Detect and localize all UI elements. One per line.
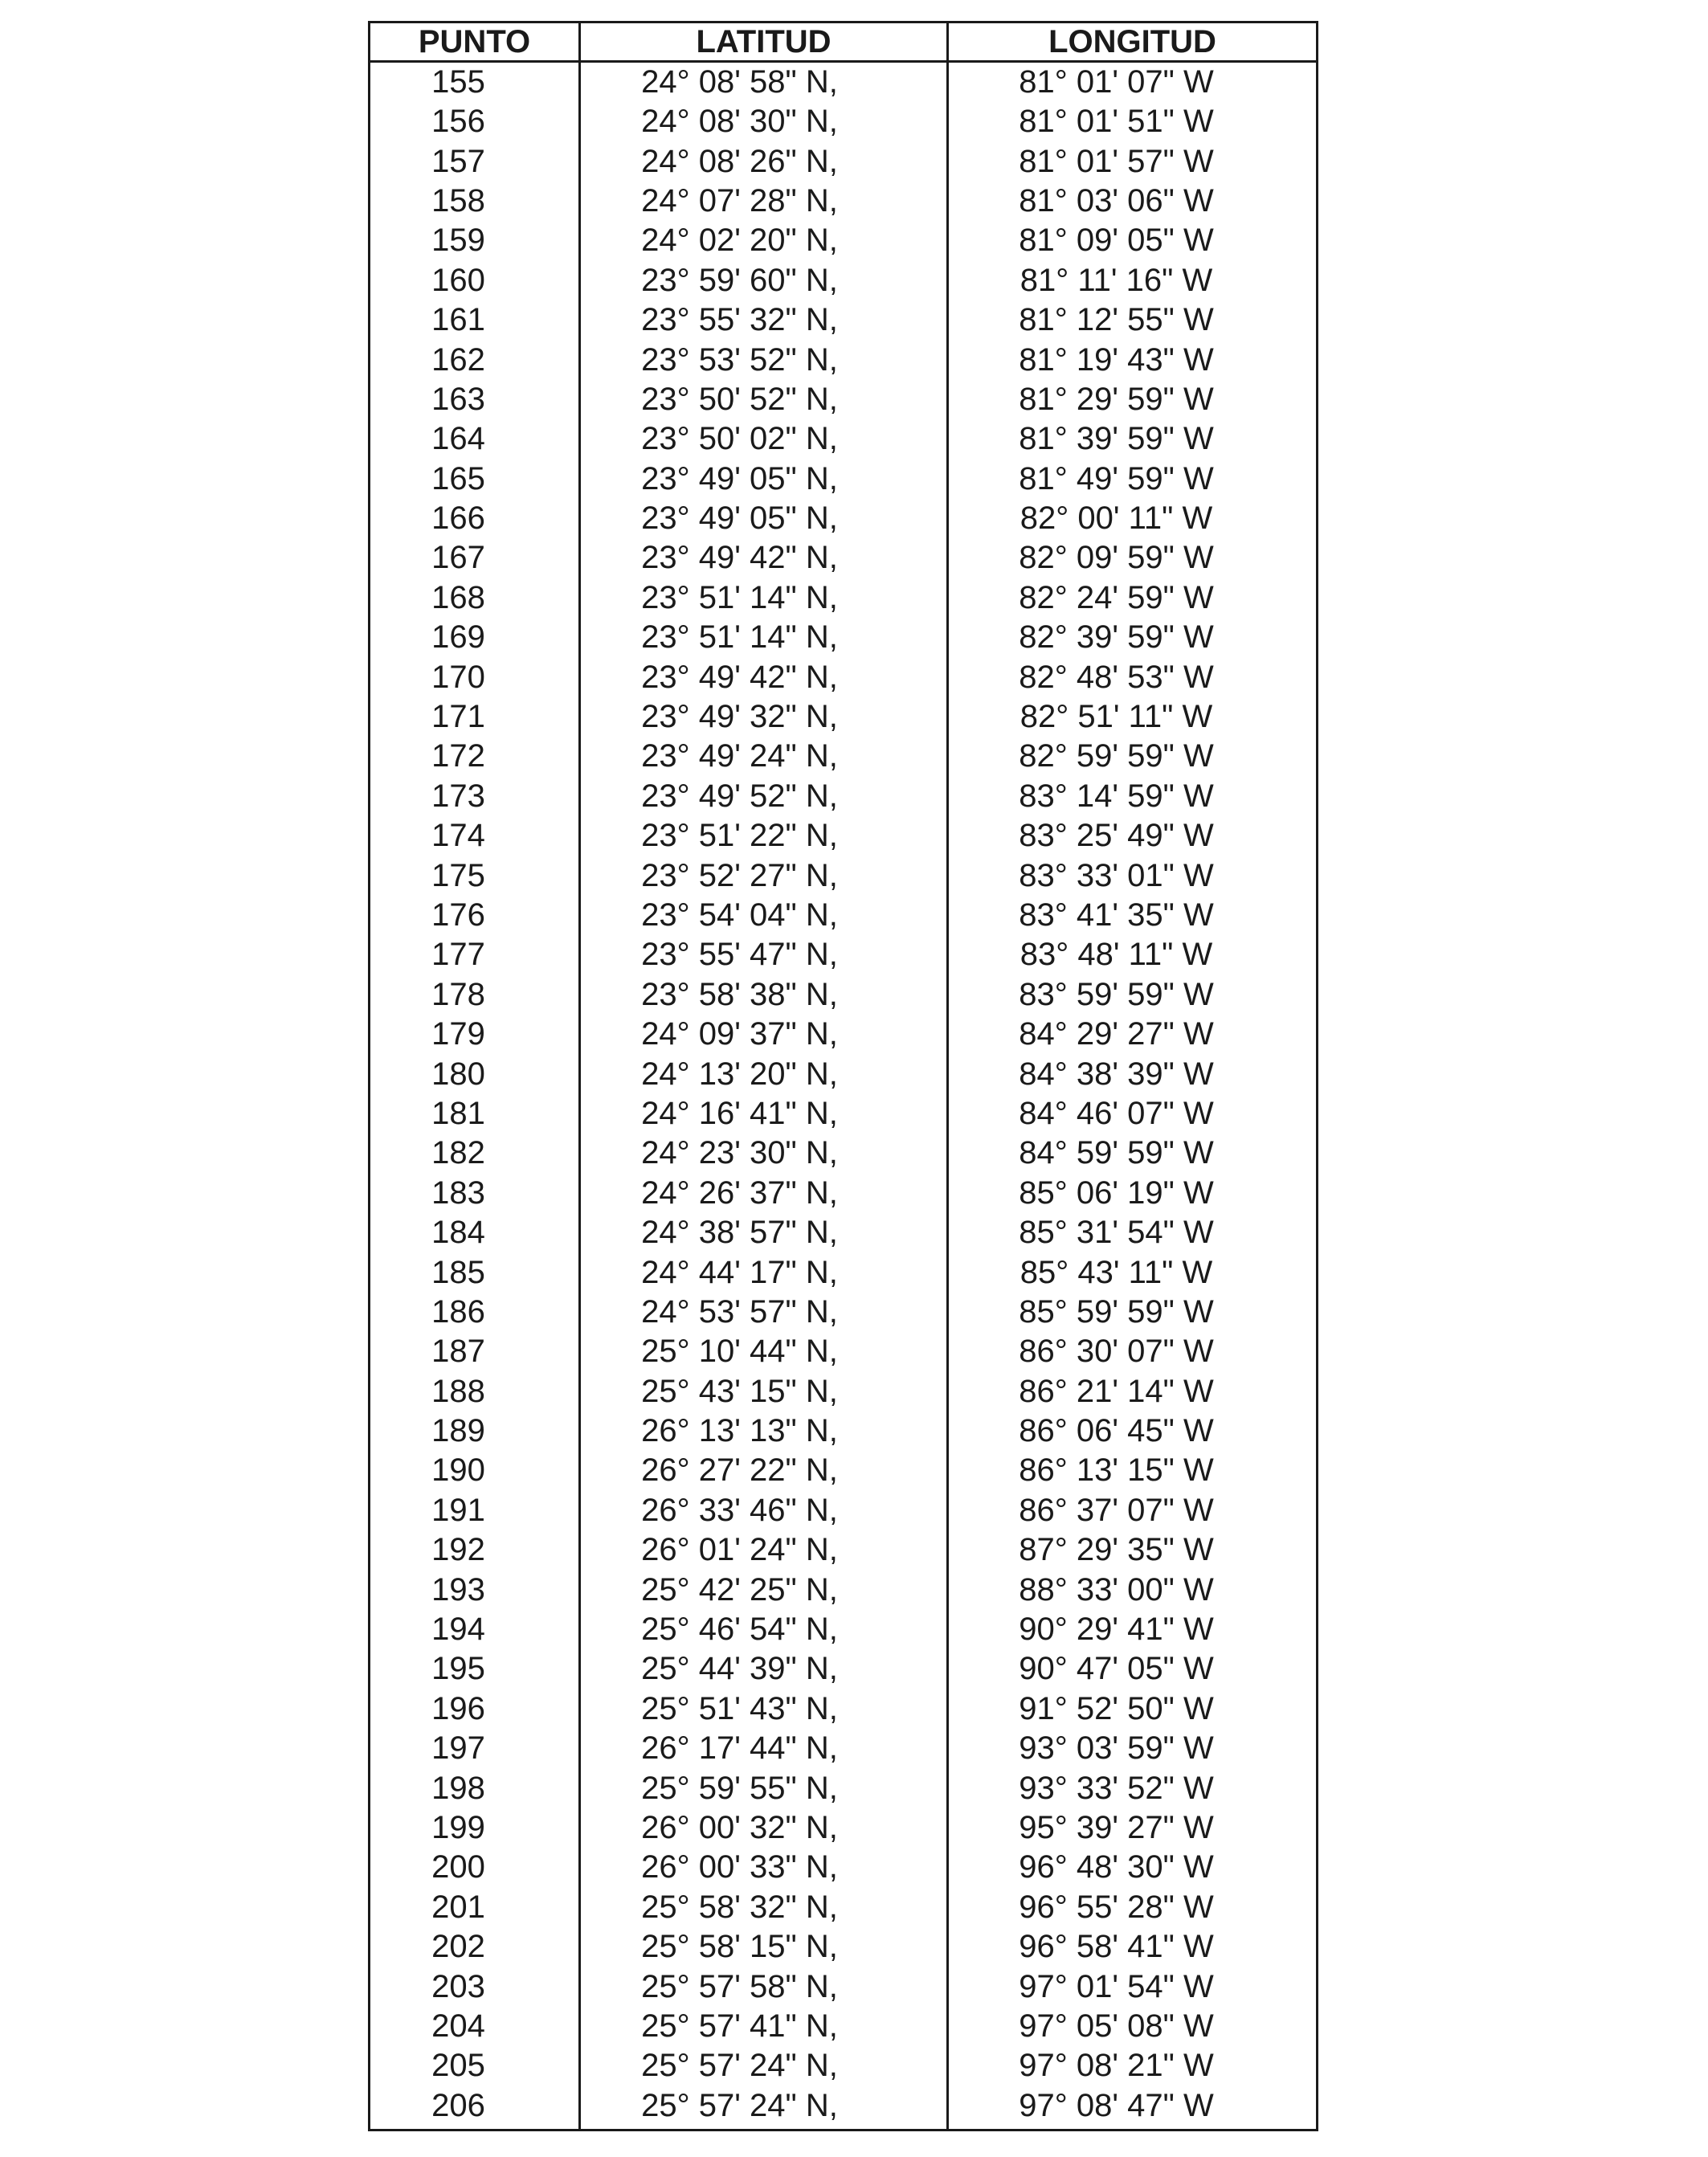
cell-punto: 192 <box>431 1532 485 1568</box>
table-row <box>370 300 1318 340</box>
table-row <box>370 102 1318 141</box>
cell-latitud: 26° 17' 44" N, <box>580 1729 948 1768</box>
cell-longitud: 81° 49' 59" W <box>948 460 1318 499</box>
cell-punto: 200 <box>431 1849 485 1885</box>
cell-punto: 163 <box>431 381 485 417</box>
table-row <box>370 2086 1318 2130</box>
cell-longitud: 82° 59' 59" W <box>948 737 1318 776</box>
cell-punto: 175 <box>431 857 485 893</box>
cell-latitud: 24° 23' 30" N, <box>580 1134 948 1173</box>
cell-punto: 202 <box>431 1929 485 1965</box>
cell-latitud: 25° 57' 24" N, <box>580 2086 948 2130</box>
cell-punto: 155 <box>431 64 485 100</box>
cell-longitud: 82° 51' 11" W <box>948 697 1318 737</box>
cell-longitud: 83° 33' 01" W <box>948 856 1318 895</box>
cell-longitud: 90° 29' 41" W <box>948 1610 1318 1649</box>
cell-punto: 197 <box>431 1730 485 1767</box>
cell-longitud: 96° 58' 41" W <box>948 1927 1318 1967</box>
cell-punto: 183 <box>431 1175 485 1211</box>
table-row <box>370 2046 1318 2086</box>
cell-punto: 181 <box>431 1095 485 1131</box>
table-row <box>370 182 1318 221</box>
table-row <box>370 1649 1318 1689</box>
cell-latitud: 25° 58' 15" N, <box>580 1927 948 1967</box>
cell-punto: 171 <box>431 699 485 735</box>
table-row <box>370 1729 1318 1768</box>
cell-latitud: 23° 49' 32" N, <box>580 697 948 737</box>
cell-longitud: 85° 06' 19" W <box>948 1174 1318 1213</box>
cell-longitud: 86° 21' 14" W <box>948 1372 1318 1411</box>
cell-longitud: 83° 14' 59" W <box>948 777 1318 816</box>
cell-longitud: 97° 08' 47" W <box>948 2086 1318 2130</box>
cell-latitud: 23° 52' 27" N, <box>580 856 948 895</box>
cell-punto: 168 <box>431 579 485 615</box>
table-row <box>370 896 1318 935</box>
table-row <box>370 737 1318 776</box>
table-row <box>370 538 1318 578</box>
table-row <box>370 1451 1318 1490</box>
table-header <box>370 22 1318 62</box>
table-row <box>370 1848 1318 1887</box>
cell-punto: 161 <box>431 302 485 338</box>
cell-longitud: 87° 29' 35" W <box>948 1530 1318 1570</box>
table-body <box>370 62 1318 2130</box>
table-row <box>370 1768 1318 1808</box>
table-row <box>370 1491 1318 1530</box>
cell-punto: 165 <box>431 460 485 496</box>
cell-punto: 204 <box>431 2008 485 2044</box>
table-row <box>370 1293 1318 1332</box>
cell-longitud: 82° 48' 53" W <box>948 657 1318 697</box>
cell-latitud: 23° 58' 38" N, <box>580 975 948 1015</box>
cell-punto: 170 <box>431 659 485 695</box>
cell-punto: 182 <box>431 1135 485 1171</box>
table-row <box>370 578 1318 618</box>
table-row <box>370 380 1318 419</box>
table-row <box>370 1252 1318 1292</box>
cell-longitud: 86° 30' 07" W <box>948 1332 1318 1371</box>
cell-longitud: 83° 48' 11" W <box>948 935 1318 974</box>
cell-punto: 164 <box>431 421 485 457</box>
cell-latitud: 24° 16' 41" N, <box>580 1094 948 1134</box>
header-punto: PUNTO <box>370 22 580 62</box>
cell-punto: 187 <box>431 1334 485 1370</box>
cell-longitud: 81° 01' 07" W <box>948 62 1318 103</box>
cell-latitud: 23° 55' 32" N, <box>580 300 948 340</box>
cell-punto: 198 <box>431 1770 485 1806</box>
cell-latitud: 23° 53' 52" N, <box>580 340 948 379</box>
cell-latitud: 23° 49' 42" N, <box>580 657 948 697</box>
table-row <box>370 1332 1318 1371</box>
table-row <box>370 62 1318 103</box>
cell-latitud: 25° 46' 54" N, <box>580 1610 948 1649</box>
cell-longitud: 81° 01' 57" W <box>948 141 1318 181</box>
table-row <box>370 1054 1318 1093</box>
table-row <box>370 1174 1318 1213</box>
table-row <box>370 935 1318 974</box>
cell-punto: 177 <box>431 937 485 973</box>
cell-latitud: 23° 51' 22" N, <box>580 816 948 856</box>
header-latitud: LATITUD <box>580 22 948 62</box>
table-row <box>370 499 1318 538</box>
cell-latitud: 23° 49' 05" N, <box>580 460 948 499</box>
cell-latitud: 23° 55' 47" N, <box>580 935 948 974</box>
cell-latitud: 23° 49' 24" N, <box>580 737 948 776</box>
cell-punto: 174 <box>431 818 485 854</box>
table-row <box>370 261 1318 300</box>
cell-punto: 185 <box>431 1254 485 1290</box>
cell-longitud: 81° 19' 43" W <box>948 340 1318 379</box>
cell-latitud: 26° 00' 33" N, <box>580 1848 948 1887</box>
cell-latitud: 25° 58' 32" N, <box>580 1888 948 1927</box>
cell-longitud: 84° 29' 27" W <box>948 1015 1318 1054</box>
cell-punto: 167 <box>431 540 485 576</box>
cell-punto: 191 <box>431 1492 485 1528</box>
cell-latitud: 23° 51' 14" N, <box>580 618 948 657</box>
cell-latitud: 25° 43' 15" N, <box>580 1372 948 1411</box>
cell-latitud: 24° 08' 58" N, <box>580 62 948 103</box>
cell-punto: 172 <box>431 738 485 774</box>
cell-latitud: 23° 49' 52" N, <box>580 777 948 816</box>
cell-latitud: 23° 50' 52" N, <box>580 380 948 419</box>
cell-longitud: 83° 59' 59" W <box>948 975 1318 1015</box>
table-row <box>370 1610 1318 1649</box>
table-row <box>370 1015 1318 1054</box>
table-row <box>370 975 1318 1015</box>
header-longitud: LONGITUD <box>948 22 1318 62</box>
cell-longitud: 95° 39' 27" W <box>948 1808 1318 1848</box>
cell-punto: 190 <box>431 1452 485 1489</box>
table-row <box>370 1372 1318 1411</box>
table-row <box>370 856 1318 895</box>
cell-latitud: 25° 57' 58" N, <box>580 1967 948 2006</box>
cell-longitud: 97° 05' 08" W <box>948 2007 1318 2046</box>
cell-latitud: 24° 02' 20" N, <box>580 221 948 260</box>
cell-longitud: 84° 38' 39" W <box>948 1054 1318 1093</box>
cell-longitud: 91° 52' 50" W <box>948 1689 1318 1729</box>
table-row <box>370 1888 1318 1927</box>
cell-longitud: 97° 08' 21" W <box>948 2046 1318 2086</box>
cell-latitud: 23° 49' 42" N, <box>580 538 948 578</box>
cell-punto: 158 <box>431 182 485 219</box>
table-row <box>370 141 1318 181</box>
table-row <box>370 2007 1318 2046</box>
table-row <box>370 1570 1318 1609</box>
cell-punto: 176 <box>431 897 485 933</box>
table-row <box>370 1808 1318 1848</box>
cell-latitud: 26° 01' 24" N, <box>580 1530 948 1570</box>
cell-latitud: 25° 51' 43" N, <box>580 1689 948 1729</box>
cell-punto: 159 <box>431 223 485 259</box>
cell-latitud: 26° 13' 13" N, <box>580 1411 948 1451</box>
coordinates-table <box>368 21 1318 2131</box>
cell-latitud: 24° 26' 37" N, <box>580 1174 948 1213</box>
table-row <box>370 816 1318 856</box>
cell-longitud: 85° 43' 11" W <box>948 1252 1318 1292</box>
header-row <box>370 22 1318 62</box>
cell-latitud: 26° 00' 32" N, <box>580 1808 948 1848</box>
cell-punto: 180 <box>431 1056 485 1092</box>
cell-longitud: 88° 33' 00" W <box>948 1570 1318 1609</box>
cell-longitud: 82° 00' 11" W <box>948 499 1318 538</box>
cell-punto: 186 <box>431 1293 485 1330</box>
cell-longitud: 90° 47' 05" W <box>948 1649 1318 1689</box>
cell-latitud: 23° 51' 14" N, <box>580 578 948 618</box>
cell-punto: 173 <box>431 778 485 814</box>
cell-longitud: 96° 55' 28" W <box>948 1888 1318 1927</box>
cell-longitud: 81° 29' 59" W <box>948 380 1318 419</box>
table-row <box>370 777 1318 816</box>
cell-punto: 179 <box>431 1016 485 1052</box>
cell-longitud: 84° 59' 59" W <box>948 1134 1318 1173</box>
table-row <box>370 1530 1318 1570</box>
cell-longitud: 82° 09' 59" W <box>948 538 1318 578</box>
cell-longitud: 82° 39' 59" W <box>948 618 1318 657</box>
cell-punto: 188 <box>431 1373 485 1409</box>
cell-latitud: 25° 59' 55" N, <box>580 1768 948 1808</box>
cell-latitud: 23° 50' 02" N, <box>580 419 948 459</box>
table-row <box>370 460 1318 499</box>
cell-longitud: 86° 37' 07" W <box>948 1491 1318 1530</box>
cell-punto: 196 <box>431 1690 485 1726</box>
cell-longitud: 81° 39' 59" W <box>948 419 1318 459</box>
table-row <box>370 1134 1318 1173</box>
cell-punto: 199 <box>431 1809 485 1845</box>
cell-longitud: 93° 33' 52" W <box>948 1768 1318 1808</box>
table-row <box>370 1213 1318 1252</box>
cell-latitud: 25° 57' 41" N, <box>580 2007 948 2046</box>
cell-punto: 166 <box>431 500 485 537</box>
cell-punto: 156 <box>431 104 485 140</box>
cell-punto: 169 <box>431 619 485 656</box>
cell-punto: 201 <box>431 1889 485 1925</box>
table-row <box>370 340 1318 379</box>
table-row <box>370 1094 1318 1134</box>
cell-longitud: 83° 41' 35" W <box>948 896 1318 935</box>
cell-punto: 206 <box>431 2087 485 2123</box>
cell-longitud: 82° 24' 59" W <box>948 578 1318 618</box>
cell-latitud: 24° 08' 26" N, <box>580 141 948 181</box>
cell-latitud: 25° 10' 44" N, <box>580 1332 948 1371</box>
cell-longitud: 81° 12' 55" W <box>948 300 1318 340</box>
cell-longitud: 81° 11' 16" W <box>948 261 1318 300</box>
cell-latitud: 23° 59' 60" N, <box>580 261 948 300</box>
cell-longitud: 81° 01' 51" W <box>948 102 1318 141</box>
cell-latitud: 24° 07' 28" N, <box>580 182 948 221</box>
cell-punto: 203 <box>431 1968 485 2004</box>
cell-latitud: 25° 42' 25" N, <box>580 1570 948 1609</box>
table-row <box>370 1927 1318 1967</box>
cell-punto: 162 <box>431 341 485 378</box>
cell-longitud: 93° 03' 59" W <box>948 1729 1318 1768</box>
cell-punto: 178 <box>431 976 485 1012</box>
cell-longitud: 84° 46' 07" W <box>948 1094 1318 1134</box>
cell-longitud: 85° 59' 59" W <box>948 1293 1318 1332</box>
cell-longitud: 97° 01' 54" W <box>948 1967 1318 2006</box>
cell-latitud: 24° 08' 30" N, <box>580 102 948 141</box>
cell-latitud: 23° 54' 04" N, <box>580 896 948 935</box>
cell-longitud: 81° 03' 06" W <box>948 182 1318 221</box>
cell-longitud: 83° 25' 49" W <box>948 816 1318 856</box>
cell-punto: 189 <box>431 1413 485 1449</box>
cell-latitud: 24° 09' 37" N, <box>580 1015 948 1054</box>
cell-punto: 205 <box>431 2048 485 2084</box>
table-row <box>370 1411 1318 1451</box>
cell-latitud: 23° 49' 05" N, <box>580 499 948 538</box>
cell-longitud: 86° 06' 45" W <box>948 1411 1318 1451</box>
cell-punto: 195 <box>431 1651 485 1687</box>
cell-punto: 184 <box>431 1215 485 1251</box>
cell-latitud: 24° 53' 57" N, <box>580 1293 948 1332</box>
table-row <box>370 657 1318 697</box>
table-row <box>370 618 1318 657</box>
cell-punto: 157 <box>431 143 485 179</box>
cell-latitud: 24° 38' 57" N, <box>580 1213 948 1252</box>
cell-longitud: 81° 09' 05" W <box>948 221 1318 260</box>
cell-latitud: 25° 44' 39" N, <box>580 1649 948 1689</box>
cell-punto: 194 <box>431 1612 485 1648</box>
cell-longitud: 85° 31' 54" W <box>948 1213 1318 1252</box>
cell-latitud: 24° 44' 17" N, <box>580 1252 948 1292</box>
cell-punto: 160 <box>431 262 485 298</box>
cell-latitud: 26° 33' 46" N, <box>580 1491 948 1530</box>
table-row <box>370 221 1318 260</box>
cell-longitud: 96° 48' 30" W <box>948 1848 1318 1887</box>
cell-punto: 193 <box>431 1571 485 1608</box>
table-row <box>370 1967 1318 2006</box>
table-row <box>370 1689 1318 1729</box>
cell-latitud: 25° 57' 24" N, <box>580 2046 948 2086</box>
table-row <box>370 419 1318 459</box>
table-row <box>370 697 1318 737</box>
cell-latitud: 24° 13' 20" N, <box>580 1054 948 1093</box>
cell-longitud: 86° 13' 15" W <box>948 1451 1318 1490</box>
cell-latitud: 26° 27' 22" N, <box>580 1451 948 1490</box>
